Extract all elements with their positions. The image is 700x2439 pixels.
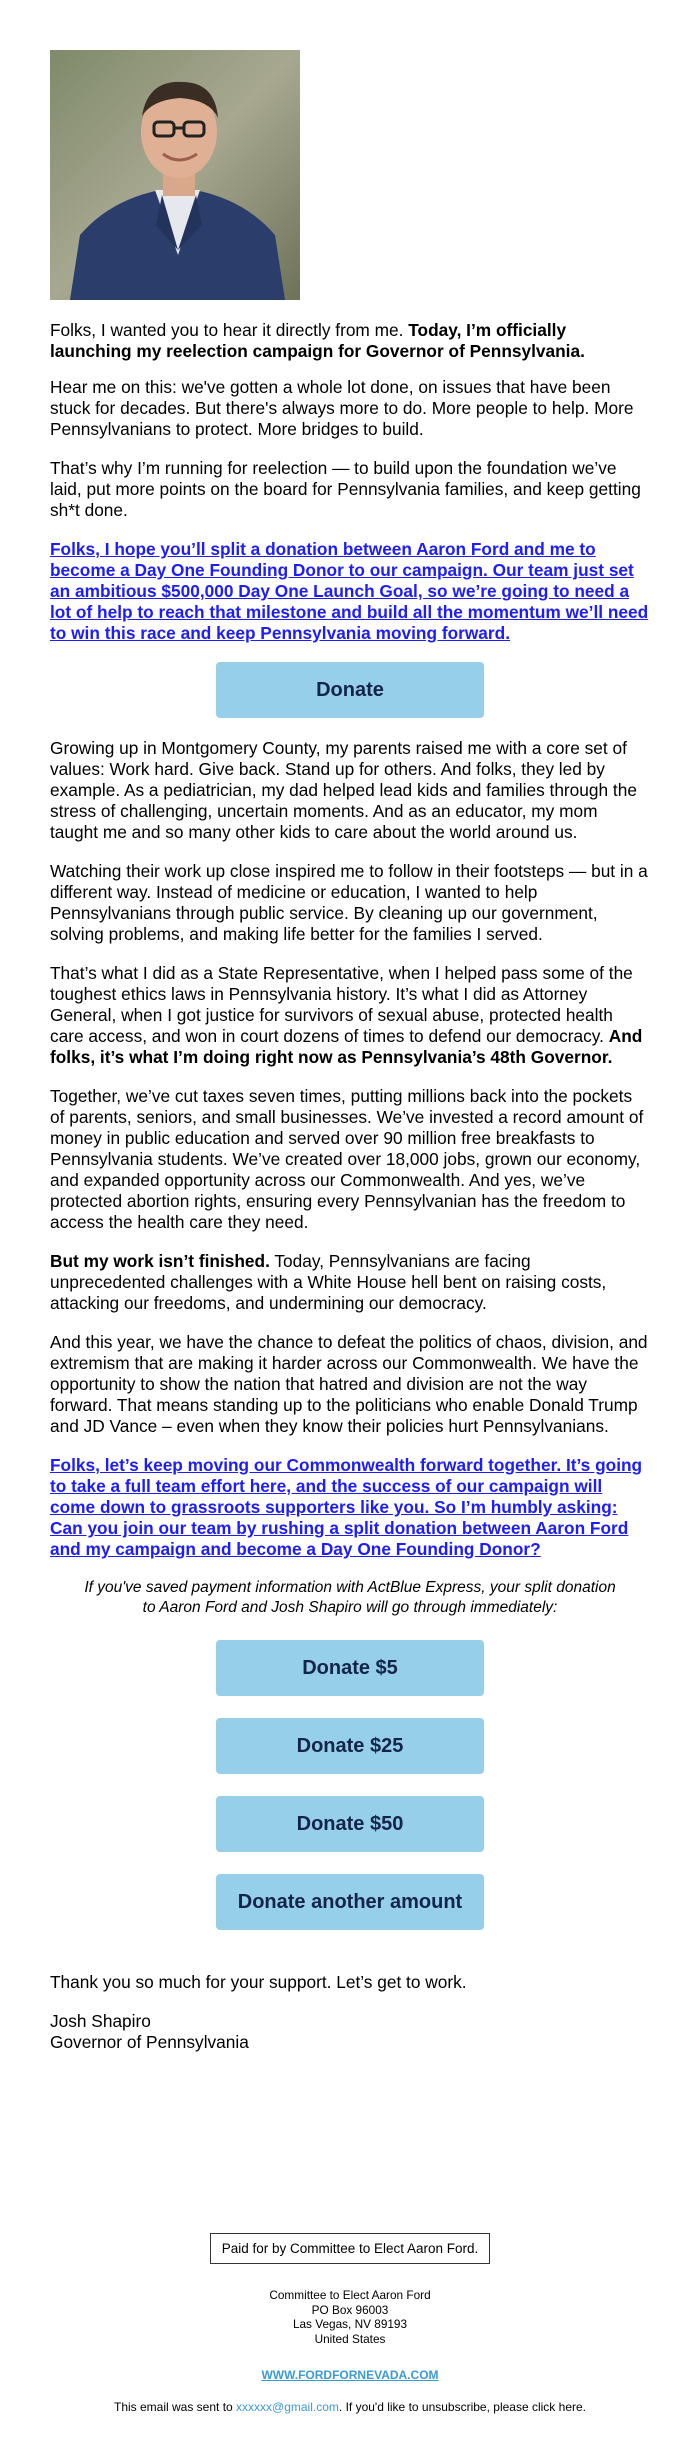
unsubscribe-notice: [0, 2400, 700, 2414]
donate-cta: [50, 662, 650, 718]
address-line: Las Vegas, NV 89193: [292, 2317, 408, 2331]
body-paragraph-5: Watching their work up close inspired me to follow in their footsteps — but in a different way. Instead of medicine or education, I wanted to help Pennsylvanians through public service. By cleaning up our government, solving problems, and making life better for the families I served.: [50, 861, 648, 944]
body-paragraph-7: Together, we’ve cut taxes seven times, putting millions back into the pockets of parents, seniors, and small businesses. We’ve invested a record amount of money in public education and served over 90 million free breakfasts to Pennsylvania students. We’ve created over 18,000 jobs, grown our economy, and expanded opportunity across our Commonwealth. And yes, we’ve protected abortion rights, ensuring every Pennsylvanian has the freedom to access the health care they need.: [50, 1086, 644, 1232]
actblue-express-note: If you've saved payment information with ActBlue Express, your split donation to Aaron Ford and Josh Shapiro will go through immediately:: [84, 1579, 616, 1616]
email-content: [50, 50, 650, 2071]
intro-text: Folks, I wanted you to hear it directly from me.: [50, 320, 409, 340]
body-paragraph-8: [50, 1251, 650, 1314]
body-text: Today, Pennsylvanians are facing unprecedented challenges with a White House hell bent on raising costs, attacking our freedoms, and undermining our democracy.: [50, 1251, 607, 1313]
callout-paragraph-2: [50, 1455, 650, 1560]
donate-callout-link-2[interactable]: Folks, let’s keep moving our Commonwealth forward together. It’s going to take a full team effort here, and the success of our campaign will come down to grassroots supporters like you. So I’m humbly asking: Can you join our team by rushing a split donation between Aaron Ford and my campaign and become a Day One Founding Donor?: [50, 1455, 643, 1559]
recipient-email-link[interactable]: xxxxxx@gmail.com: [236, 2400, 339, 2414]
signature-title: Governor of Pennsylvania: [50, 2032, 249, 2052]
callout-paragraph-1: [50, 539, 650, 644]
body-bold-text: But my work isn’t finished.: [50, 1251, 270, 1271]
donate-other-amount-button[interactable]: Donate another amount: [216, 1874, 484, 1930]
donate-50-button[interactable]: Donate $50: [216, 1796, 484, 1852]
signature: [50, 2011, 650, 2053]
website-link[interactable]: WWW.FORDFORNEVADA.COM: [261, 2368, 439, 2382]
address-line: United States: [314, 2331, 386, 2346]
intro-paragraph-1: [50, 320, 650, 362]
address-line: Committee to Elect Aaron Ford: [269, 2288, 431, 2302]
mailing-address: [0, 2288, 700, 2346]
donate-25-button[interactable]: Donate $25: [216, 1718, 484, 1774]
address-line: PO Box 96003: [311, 2302, 389, 2317]
donate-callout-link-1[interactable]: Folks, I hope you’ll split a donation between Aaron Ford and me to become a Day One Founding Donor to our campaign. Our team just set an ambitious $500,000 Day One Launch Goal, so we’re going to need a lot of help to reach that milestone and build all the momentum we’ll need to win this race and keep Pennsylvania moving forward.: [50, 539, 649, 643]
body-paragraph-6: [50, 963, 650, 1068]
candidate-photo: [50, 50, 300, 300]
signature-name: Josh Shapiro: [50, 2011, 151, 2031]
donate-button[interactable]: Donate: [216, 662, 484, 718]
donate-5-button[interactable]: Donate $5: [216, 1640, 484, 1696]
body-paragraph-9: And this year, we have the chance to defeat the politics of chaos, division, and extremism that are making it harder across our Commonwealth. We have the opportunity to show the nation that hatred and division are not the way forward. That means standing up to the politicians who enable Donald Trump and JD Vance – even when they know their policies hurt Pennsylvanians.: [50, 1332, 648, 1436]
body-bold-text: And folks, it’s what I’m doing right now as Pennsylvania’s 48th Governor.: [50, 1026, 643, 1067]
email-footer: [0, 2233, 700, 2414]
body-text: That’s what I did as a State Representative, when I helped pass some of the toughest ethics laws in Pennsylvania history. It’s what I did as Attorney General, when I got justice for survivors of sexual abuse, protected health care access, and won in court dozens of times to defend our democracy.: [50, 963, 633, 1046]
intro-paragraph-2: Hear me on this: we've gotten a whole lot done, on issues that have been stuck for decades. But there's always more to do. More people to help. More Pennsylvanians to protect. More bridges to build.: [50, 377, 634, 439]
donation-amount-buttons: [50, 1640, 650, 1952]
intro-paragraph-3: That’s why I’m running for reelection — to build upon the foundation we’ve laid, put more points on the board for Pennsylvania families, and keep getting sh*t done.: [50, 458, 641, 520]
unsubscribe-link-text[interactable]: . If you'd like to unsubscribe, please click here.: [338, 2400, 586, 2414]
body-paragraph-4: Growing up in Montgomery County, my parents raised me with a core set of values: Work hard. Give back. Stand up for others. And folks, they led by example. As a pediatrician, my dad helped lead kids and families through the stress of challenging, uncertain moments. And as an educator, my mom taught me and so many other kids to care about the world around us.: [50, 738, 637, 842]
intro-bold-text: Today, I’m officially launching my reelection campaign for Governor of Pennsylvania.: [50, 320, 585, 361]
paid-for-disclaimer: Paid for by Committee to Elect Aaron Ford.: [210, 2233, 491, 2264]
unsubscribe-text: This email was sent to: [113, 2400, 237, 2414]
closing-line: Thank you so much for your support. Let’s get to work.: [50, 1972, 467, 1992]
